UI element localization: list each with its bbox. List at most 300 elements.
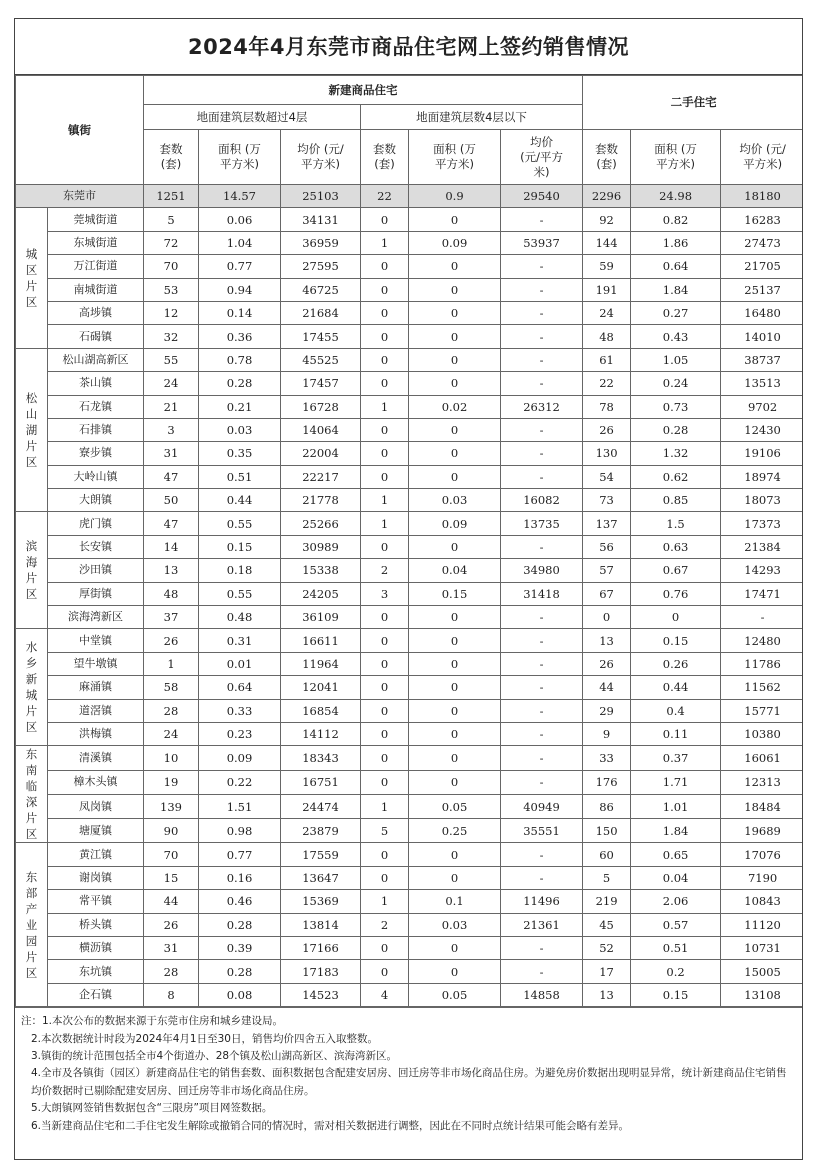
data-cell: 11120 — [721, 913, 803, 936]
data-cell: 44 — [144, 890, 199, 913]
price-col-header: 均价 (元/平方 米) — [501, 130, 583, 185]
data-cell: - — [501, 770, 583, 794]
data-cell: 34980 — [501, 559, 583, 582]
data-cell: 59 — [583, 255, 631, 278]
data-cell: 45 — [583, 913, 631, 936]
data-cell: 58 — [144, 676, 199, 699]
data-cell: 70 — [144, 255, 199, 278]
data-cell: 12313 — [721, 770, 803, 794]
table-row — [16, 372, 804, 395]
data-cell: 26 — [144, 913, 199, 936]
data-cell: 12 — [144, 301, 199, 324]
data-cell: 24474 — [281, 794, 361, 818]
units-col-header: 套数 (套) — [583, 130, 631, 185]
data-cell: 1.51 — [199, 794, 281, 818]
table-row — [16, 699, 804, 722]
data-cell: 86 — [583, 794, 631, 818]
data-cell: 0.09 — [409, 231, 501, 254]
data-cell: - — [501, 465, 583, 488]
table-row — [16, 489, 804, 512]
data-cell: - — [501, 866, 583, 889]
town-name: 常平镇 — [48, 890, 144, 913]
data-cell: 34131 — [281, 208, 361, 231]
data-cell: 0.1 — [409, 890, 501, 913]
data-cell: 0.09 — [409, 512, 501, 535]
data-cell: 0.28 — [199, 960, 281, 983]
table-row — [16, 722, 804, 745]
table-row — [16, 913, 804, 936]
town-name: 黄江镇 — [48, 843, 144, 866]
data-cell: 0 — [409, 699, 501, 722]
area-col-header: 面积 (万 平方米) — [409, 130, 501, 185]
data-cell: - — [501, 535, 583, 558]
town-name: 东莞市 — [16, 185, 144, 208]
district-label — [16, 746, 48, 843]
data-cell: 0.14 — [199, 301, 281, 324]
data-cell: 21705 — [721, 255, 803, 278]
data-cell: 53937 — [501, 231, 583, 254]
data-cell: 16854 — [281, 699, 361, 722]
town-name: 洪梅镇 — [48, 722, 144, 745]
data-cell: - — [501, 606, 583, 629]
data-cell: 0 — [583, 606, 631, 629]
data-cell: 13814 — [281, 913, 361, 936]
data-cell: 12430 — [721, 418, 803, 441]
data-cell: 0 — [409, 629, 501, 652]
data-cell: 25266 — [281, 512, 361, 535]
data-cell: 0.62 — [631, 465, 721, 488]
data-cell: 21 — [144, 395, 199, 418]
table-row — [16, 208, 804, 231]
data-cell: 16061 — [721, 746, 803, 770]
town-name: 高埗镇 — [48, 301, 144, 324]
data-cell: 29 — [583, 699, 631, 722]
data-cell: 0.02 — [409, 395, 501, 418]
data-cell: 13647 — [281, 866, 361, 889]
data-cell: 0.64 — [199, 676, 281, 699]
data-cell: 23879 — [281, 819, 361, 843]
data-cell: 36109 — [281, 606, 361, 629]
town-name: 桥头镇 — [48, 913, 144, 936]
data-cell: 31418 — [501, 582, 583, 605]
data-cell: 13 — [144, 559, 199, 582]
data-cell: 130 — [583, 442, 631, 465]
town-name: 沙田镇 — [48, 559, 144, 582]
data-cell: 0.27 — [631, 301, 721, 324]
data-cell: 0.28 — [199, 372, 281, 395]
page-title: 2024年4月东莞市商品住宅网上签约销售情况 — [15, 19, 802, 75]
table-row — [16, 819, 804, 843]
data-cell: 17183 — [281, 960, 361, 983]
district-name: 滨海片区 — [25, 539, 38, 602]
data-cell: 24 — [144, 372, 199, 395]
data-cell: 16611 — [281, 629, 361, 652]
data-cell: 13513 — [721, 372, 803, 395]
data-cell: 18974 — [721, 465, 803, 488]
data-cell: 0.11 — [631, 722, 721, 745]
town-name: 长安镇 — [48, 535, 144, 558]
data-cell: 26 — [583, 652, 631, 675]
data-cell: 0.03 — [409, 489, 501, 512]
data-cell: - — [721, 606, 803, 629]
table-row — [16, 512, 804, 535]
price-col-header: 均价 (元/ 平方米) — [721, 130, 803, 185]
table-row — [16, 890, 804, 913]
data-cell: 0 — [409, 652, 501, 675]
data-cell: 0 — [409, 442, 501, 465]
notes-section — [15, 1007, 802, 1158]
data-cell: 0.28 — [631, 418, 721, 441]
table-row — [16, 231, 804, 254]
table-row — [16, 442, 804, 465]
town-name: 石排镇 — [48, 418, 144, 441]
data-cell: 219 — [583, 890, 631, 913]
town-name: 东坑镇 — [48, 960, 144, 983]
data-cell: 17559 — [281, 843, 361, 866]
data-cell: 0.44 — [199, 489, 281, 512]
note-line: 注：1.本次公布的数据来源于东莞市住房和城乡建设局。 — [21, 1015, 284, 1028]
town-name: 滨海湾新区 — [48, 606, 144, 629]
data-cell: 0.25 — [409, 819, 501, 843]
town-header: 镇街 — [16, 76, 144, 185]
table-row — [16, 559, 804, 582]
data-cell: 31 — [144, 936, 199, 959]
data-cell: 9 — [583, 722, 631, 745]
data-cell: 0.15 — [631, 983, 721, 1006]
data-cell: 0.15 — [631, 629, 721, 652]
data-cell: - — [501, 676, 583, 699]
data-cell: 14112 — [281, 722, 361, 745]
table-row — [16, 325, 804, 348]
town-name: 谢岗镇 — [48, 866, 144, 889]
town-name: 塘厦镇 — [48, 819, 144, 843]
data-cell: 90 — [144, 819, 199, 843]
data-cell: 0.67 — [631, 559, 721, 582]
data-cell: 24.98 — [631, 185, 721, 208]
data-cell: 0 — [409, 208, 501, 231]
table-row — [16, 746, 804, 770]
second-hand-header: 二手住宅 — [583, 76, 803, 130]
table-row — [16, 676, 804, 699]
data-cell: 60 — [583, 843, 631, 866]
note-line: 5.大朗镇网签销售数据包含“三限房”项目网签数据。 — [31, 1102, 273, 1115]
data-cell: 18180 — [721, 185, 803, 208]
data-cell: 0.76 — [631, 582, 721, 605]
data-cell: 7190 — [721, 866, 803, 889]
town-name: 麻涌镇 — [48, 676, 144, 699]
table-row — [16, 535, 804, 558]
data-cell: 1.84 — [631, 278, 721, 301]
data-cell: - — [501, 208, 583, 231]
data-cell: 0 — [361, 746, 409, 770]
data-cell: 0 — [409, 722, 501, 745]
data-cell: 54 — [583, 465, 631, 488]
note-line: 3.镇街的统计范围包括全市4个街道办、28个镇及松山湖高新区、滨海湾新区。 — [31, 1049, 398, 1062]
town-name: 凤岗镇 — [48, 794, 144, 818]
town-name: 松山湖高新区 — [48, 348, 144, 371]
data-cell: 0 — [361, 770, 409, 794]
town-name: 望牛墩镇 — [48, 652, 144, 675]
town-name: 大朗镇 — [48, 489, 144, 512]
data-cell: 3 — [144, 418, 199, 441]
data-cell: 0.22 — [199, 770, 281, 794]
data-cell: 10731 — [721, 936, 803, 959]
data-cell: 17457 — [281, 372, 361, 395]
data-cell: 0 — [409, 535, 501, 558]
data-cell: 0 — [409, 960, 501, 983]
data-cell: 47 — [144, 512, 199, 535]
data-cell: 0.46 — [199, 890, 281, 913]
district-name: 松山湖片区 — [25, 391, 38, 470]
data-cell: 17471 — [721, 582, 803, 605]
district-name: 水乡新城片区 — [25, 640, 38, 735]
data-cell: 176 — [583, 770, 631, 794]
data-cell: 16480 — [721, 301, 803, 324]
data-cell: 22217 — [281, 465, 361, 488]
data-cell: 21361 — [501, 913, 583, 936]
data-cell: 0.08 — [199, 983, 281, 1006]
data-cell: - — [501, 746, 583, 770]
data-cell: 56 — [583, 535, 631, 558]
table-row — [16, 936, 804, 959]
table-row-total — [16, 185, 804, 208]
data-cell: 2 — [361, 559, 409, 582]
data-cell: 0.26 — [631, 652, 721, 675]
table-row — [16, 866, 804, 889]
report-page — [14, 18, 803, 1160]
data-cell: 4 — [361, 983, 409, 1006]
data-cell: 13 — [583, 629, 631, 652]
data-cell: - — [501, 255, 583, 278]
table-row — [16, 582, 804, 605]
data-cell: 0 — [409, 372, 501, 395]
town-name: 石碣镇 — [48, 325, 144, 348]
town-name: 樟木头镇 — [48, 770, 144, 794]
data-cell: 0.16 — [199, 866, 281, 889]
data-cell: 0 — [361, 843, 409, 866]
data-cell: 0 — [361, 936, 409, 959]
data-cell: 0.73 — [631, 395, 721, 418]
data-cell: 0.18 — [199, 559, 281, 582]
data-cell: 5 — [583, 866, 631, 889]
data-cell: 1 — [361, 890, 409, 913]
data-cell: 191 — [583, 278, 631, 301]
data-cell: 0 — [361, 372, 409, 395]
data-cell: 0 — [631, 606, 721, 629]
table-body — [16, 185, 804, 1007]
data-cell: - — [501, 442, 583, 465]
data-cell: 35551 — [501, 819, 583, 843]
data-cell: 16082 — [501, 489, 583, 512]
data-cell: 47 — [144, 465, 199, 488]
district-label — [16, 629, 48, 746]
data-cell: 17076 — [721, 843, 803, 866]
data-cell: - — [501, 348, 583, 371]
data-cell: 137 — [583, 512, 631, 535]
new-homes-header: 新建商品住宅 — [144, 76, 583, 105]
data-cell: 0 — [361, 418, 409, 441]
data-cell: 3 — [361, 582, 409, 605]
data-cell: 0 — [409, 866, 501, 889]
data-cell: 29540 — [501, 185, 583, 208]
data-cell: 9702 — [721, 395, 803, 418]
data-cell: 21684 — [281, 301, 361, 324]
data-cell: 25103 — [281, 185, 361, 208]
data-cell: 1 — [361, 794, 409, 818]
data-cell: 150 — [583, 819, 631, 843]
data-cell: 14 — [144, 535, 199, 558]
data-cell: 0 — [409, 936, 501, 959]
table-row — [16, 843, 804, 866]
town-name: 虎门镇 — [48, 512, 144, 535]
data-cell: 0.51 — [199, 465, 281, 488]
units-col-header: 套数 (套) — [144, 130, 199, 185]
data-cell: 15369 — [281, 890, 361, 913]
data-cell: 0 — [361, 960, 409, 983]
data-cell: 78 — [583, 395, 631, 418]
data-cell: 1 — [361, 512, 409, 535]
data-cell: 1 — [361, 395, 409, 418]
area-col-header: 面积 (万 平方米) — [631, 130, 721, 185]
data-cell: 16728 — [281, 395, 361, 418]
sales-table — [15, 75, 803, 1007]
data-cell: 0 — [409, 255, 501, 278]
data-cell: 0 — [409, 348, 501, 371]
below-4-floors-header: 地面建筑层数4层以下 — [361, 105, 583, 130]
data-cell: 0 — [361, 629, 409, 652]
data-cell: 1 — [361, 489, 409, 512]
data-cell: 0.78 — [199, 348, 281, 371]
table-row — [16, 301, 804, 324]
note-line: 6.当新建商品住宅和二手住宅发生解除或撤销合同的情况时，需对相关数据进行调整，因此在不同时点统计结果可能会略有差异。 — [31, 1119, 630, 1132]
data-cell: - — [501, 722, 583, 745]
town-name: 莞城街道 — [48, 208, 144, 231]
table-row — [16, 255, 804, 278]
data-cell: 37 — [144, 606, 199, 629]
data-cell: 17455 — [281, 325, 361, 348]
data-cell: 15338 — [281, 559, 361, 582]
data-cell: 19 — [144, 770, 199, 794]
data-cell: 61 — [583, 348, 631, 371]
data-cell: 0.21 — [199, 395, 281, 418]
data-cell: 22004 — [281, 442, 361, 465]
data-cell: 0 — [409, 465, 501, 488]
data-cell: 44 — [583, 676, 631, 699]
data-cell: 13 — [583, 983, 631, 1006]
table-row — [16, 395, 804, 418]
units-col-header: 套数 (套) — [361, 130, 409, 185]
data-cell: 13735 — [501, 512, 583, 535]
data-cell: 0.85 — [631, 489, 721, 512]
data-cell: 144 — [583, 231, 631, 254]
data-cell: 0.35 — [199, 442, 281, 465]
data-cell: 40949 — [501, 794, 583, 818]
data-cell: 0 — [361, 255, 409, 278]
data-cell: 14010 — [721, 325, 803, 348]
data-cell: 0.09 — [199, 746, 281, 770]
data-cell: 27473 — [721, 231, 803, 254]
district-name: 城区片区 — [25, 247, 38, 310]
data-cell: 14064 — [281, 418, 361, 441]
data-cell: 0.98 — [199, 819, 281, 843]
town-name: 南城街道 — [48, 278, 144, 301]
data-cell: 0.06 — [199, 208, 281, 231]
data-cell: 0 — [409, 676, 501, 699]
data-cell: 25137 — [721, 278, 803, 301]
data-cell: 0.37 — [631, 746, 721, 770]
data-cell: 26312 — [501, 395, 583, 418]
town-name: 道滘镇 — [48, 699, 144, 722]
data-cell: 38737 — [721, 348, 803, 371]
data-cell: 46725 — [281, 278, 361, 301]
data-cell: 14293 — [721, 559, 803, 582]
data-cell: 0 — [361, 442, 409, 465]
data-cell: 2.06 — [631, 890, 721, 913]
data-cell: 0 — [409, 746, 501, 770]
data-cell: 5 — [144, 208, 199, 231]
data-cell: 17166 — [281, 936, 361, 959]
district-label — [16, 512, 48, 629]
data-cell: 28 — [144, 699, 199, 722]
data-cell: 8 — [144, 983, 199, 1006]
data-cell: 0.51 — [631, 936, 721, 959]
data-cell: 0.04 — [631, 866, 721, 889]
data-cell: 1.71 — [631, 770, 721, 794]
data-cell: 92 — [583, 208, 631, 231]
data-cell: 18073 — [721, 489, 803, 512]
data-cell: 48 — [144, 582, 199, 605]
data-cell: - — [501, 652, 583, 675]
data-cell: 1.84 — [631, 819, 721, 843]
data-cell: 0 — [361, 606, 409, 629]
area-col-header: 面积 (万 平方米) — [199, 130, 281, 185]
data-cell: 0.43 — [631, 325, 721, 348]
data-cell: 0 — [409, 301, 501, 324]
table-row — [16, 278, 804, 301]
data-cell: 11562 — [721, 676, 803, 699]
data-cell: 0.77 — [199, 843, 281, 866]
data-cell: 26 — [583, 418, 631, 441]
data-cell: 0 — [361, 465, 409, 488]
data-cell: 0.63 — [631, 535, 721, 558]
data-cell: 0.24 — [631, 372, 721, 395]
data-cell: 19689 — [721, 819, 803, 843]
data-cell: 72 — [144, 231, 199, 254]
data-cell: 14523 — [281, 983, 361, 1006]
town-name: 万江街道 — [48, 255, 144, 278]
table-row — [16, 606, 804, 629]
data-cell: - — [501, 301, 583, 324]
data-cell: 0 — [361, 278, 409, 301]
data-cell: 2 — [361, 913, 409, 936]
data-cell: 11964 — [281, 652, 361, 675]
above-4-floors-header: 地面建筑层数超过4层 — [144, 105, 361, 130]
data-cell: 1 — [144, 652, 199, 675]
data-cell: 5 — [361, 819, 409, 843]
data-cell: - — [501, 629, 583, 652]
table-row — [16, 794, 804, 818]
town-name: 石龙镇 — [48, 395, 144, 418]
data-cell: 1.01 — [631, 794, 721, 818]
data-cell: 0.82 — [631, 208, 721, 231]
data-cell: 0 — [361, 208, 409, 231]
data-cell: 50 — [144, 489, 199, 512]
data-cell: 22 — [583, 372, 631, 395]
table-row — [16, 629, 804, 652]
data-cell: 14.57 — [199, 185, 281, 208]
data-cell: 0.4 — [631, 699, 721, 722]
data-cell: 1251 — [144, 185, 199, 208]
